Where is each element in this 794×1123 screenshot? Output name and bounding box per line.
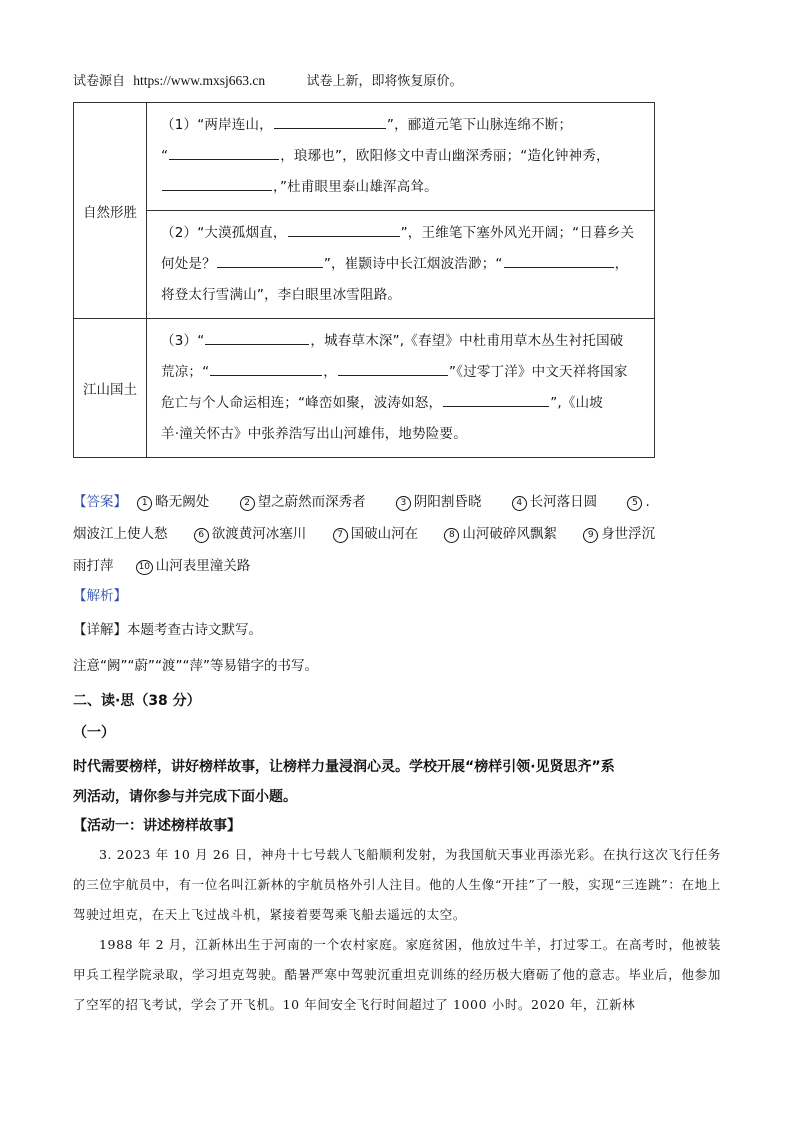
circled-number: 8: [444, 528, 459, 543]
answer-item: 身世浮沉: [601, 526, 656, 542]
answer-blank[interactable]: [504, 252, 614, 268]
answer-item: 阴阳割昏晓: [413, 494, 482, 510]
answer-blank[interactable]: [210, 360, 322, 376]
circled-number: 2: [240, 496, 255, 511]
answer-item-tail: 雨打萍: [73, 558, 114, 574]
answer-line-1: 【答案】 1 略无阙处 2 望之蔚然而深秀者 3 阴阳割昏晓 4 长河落日圆 5 .: [73, 494, 650, 510]
question-2: （2）“大漠孤烟直， ”，王维笔下塞外风光开阔；“日暮乡关 何处是？ ”，崔颢诗中长江烟波浩渺；“ ， 将登太行雪满山”，李白眼里冰雪阻路。: [147, 211, 655, 319]
answer-label: 【答案】: [73, 494, 127, 510]
answer-blank[interactable]: [169, 144, 279, 160]
circled-number: 1: [137, 496, 152, 511]
source-url[interactable]: https://www.mxsj663.cn: [133, 73, 266, 88]
answer-item: 欲渡黄河冰塞川: [211, 526, 307, 542]
source-label: 试卷源自: [73, 74, 126, 89]
answer-line-3: [73, 554, 250, 575]
answer-item: 略无阙处: [155, 494, 210, 510]
circled-number: 6: [194, 528, 209, 543]
section-title: 二、读·思（38 分）: [73, 693, 201, 709]
answer-item: 山河破碎风飘絮: [462, 526, 557, 542]
poetry-table: [73, 102, 655, 458]
answer-item: 国破山河在: [350, 526, 419, 542]
answer-blank[interactable]: [217, 252, 323, 268]
passage-paragraph-2: 1988 年 2 月，江新林出生于河南的一个农村家庭。家庭贫困，他放过牛羊，打过零工。在高考时，他被装甲兵工程学院录取，学习坦克驾驶。酷暑严寒中驾驶沉重坦克训练的经历极大磨砺了他的意志。毕业后，他参加了空军的招飞考试，学会了开飞机。10 年间安全飞行时间超过了 1000 小时。2020 年，江新林: [73, 937, 721, 1012]
reading-passage: [73, 840, 721, 1020]
answer-blank[interactable]: [205, 329, 309, 345]
analysis-note: 注意“阙”“蔚”“渡”“萍”等易错字的书写。: [73, 658, 318, 674]
circled-number: 4: [512, 496, 527, 511]
answer-blank[interactable]: [443, 391, 549, 407]
circled-number: 10: [136, 560, 153, 575]
analysis-detail: 【详解】本题考查古诗文默写。: [73, 622, 262, 638]
answer-item: 长河落日圆: [529, 494, 598, 510]
circled-number: 7: [333, 528, 348, 543]
section-sub: （一）: [73, 725, 115, 741]
circled-number: 9: [583, 528, 598, 543]
source-header: [73, 70, 463, 89]
row-label-natural: 自然形胜: [74, 103, 147, 319]
answer-item: 山河表里潼关路: [155, 558, 251, 574]
answer-item: 望之蔚然而深秀者: [257, 494, 366, 510]
circled-number: 3: [396, 496, 411, 511]
price-notice: 试卷上新，即将恢复原价。: [306, 74, 463, 89]
analysis-label: 【解析】: [73, 588, 127, 604]
activity-title: 【活动一：讲述榜样故事】: [73, 818, 241, 834]
answer-blank[interactable]: [162, 175, 272, 191]
question-3: （3）“ ，城春草木深”,《春望》中杜甫用草木丛生衬托国破 荒凉；“ ， ”《过零丁洋》中文天祥将国家 危亡与个人命运相连；“峰峦如聚，波涛如怒， ”,《山坡 羊·潼关怀古》中张养浩写出山河雄伟，地势险要。: [147, 319, 655, 458]
question-1: （1）“两岸连山， ”，郦道元笔下山脉连绵不断； “ ，琅琊也”，欧阳修文中青山幽深秀丽；“造化钟神秀， ，”杜甫眼里泰山雄浑高耸。: [147, 103, 655, 211]
section-intro: 时代需要榜样，讲好榜样故事，让榜样力量浸润心灵。学校开展“榜样引领·见贤思齐”系 列活动，请你参与并完成下面小题。: [73, 759, 615, 805]
answer-blank[interactable]: [288, 221, 400, 237]
row-label-territory: 江山国土: [74, 319, 147, 458]
answer-blank[interactable]: [338, 360, 448, 376]
passage-paragraph-1: 3. 2023 年 10 月 26 日，神舟十七号载人飞船顺利发射，为我国航天事业再添光彩。在执行这次飞行任务的三位宇航员中，有一位名叫江新林的宇航员格外引人注目。他的人生像“开挂”了一般，实现“三连跳”：在地上驾驶过坦克，在天上飞过战斗机，紧接着要驾乘飞船去遥远的太空。: [73, 847, 721, 922]
answer-line-2: [73, 522, 655, 543]
answer-blank[interactable]: [274, 113, 386, 129]
answer-item: 烟波江上使人愁: [73, 526, 168, 542]
circled-number: 5: [627, 496, 642, 511]
